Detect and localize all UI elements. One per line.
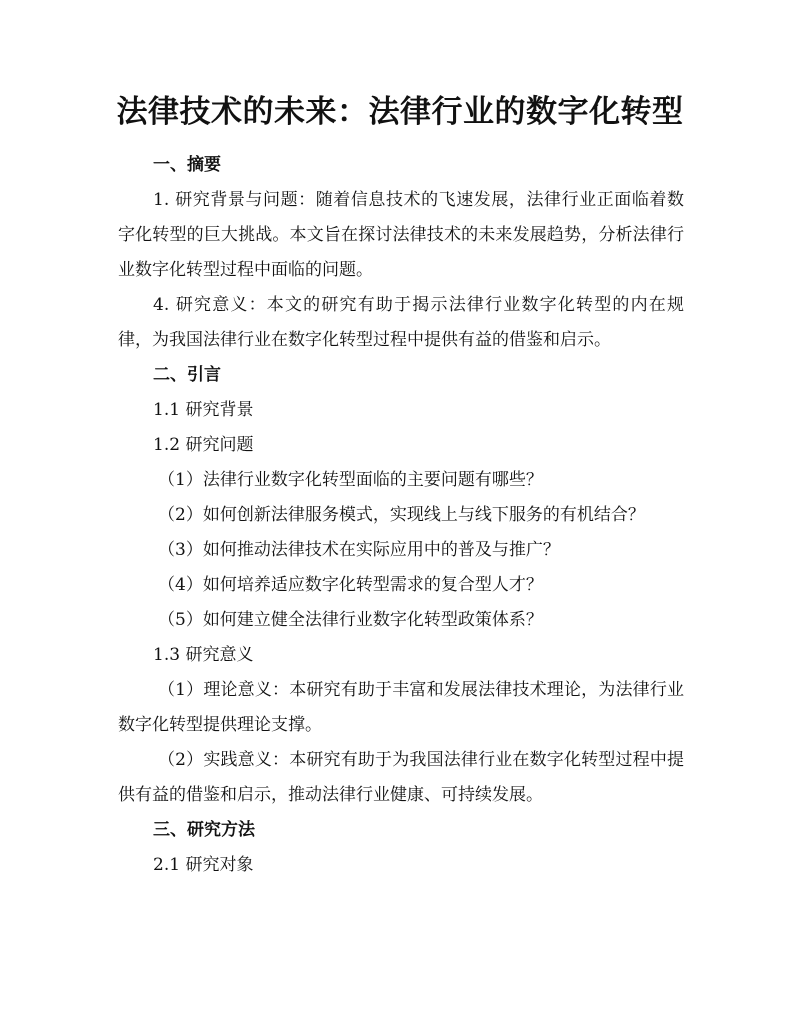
subsection-research-significance: 1.3 研究意义 — [153, 645, 254, 665]
research-question-3: （3）如何推动法律技术在实际应用中的普及与推广？ — [158, 540, 560, 560]
significance-practical: （2）实践意义：本研究有助于为我国法律行业在数字化转型过程中提供有益的借鉴和启示，推动法律行业健康、可持续发展。 — [118, 750, 684, 805]
subsection-research-object: 2.1 研究对象 — [153, 855, 254, 875]
abstract-paragraph-significance: 4. 研究意义：本文的研究有助于揭示法律行业数字化转型的内在规律，为我国法律行业在数字化转型过程中提供有益的借鉴和启示。 — [118, 295, 684, 350]
research-question-1: （1）法律行业数字化转型面临的主要问题有哪些？ — [158, 470, 543, 490]
section-heading-abstract: 一、摘要 — [153, 155, 221, 175]
research-question-4: （4）如何培养适应数字化转型需求的复合型人才？ — [158, 575, 543, 595]
subsection-research-background: 1.1 研究背景 — [153, 400, 254, 420]
research-question-2: （2）如何创新法律服务模式，实现线上与线下服务的有机结合？ — [158, 505, 645, 525]
section-heading-intro: 二、引言 — [153, 365, 221, 385]
document-title: 法律技术的未来：法律行业的数字化转型 — [116, 94, 684, 130]
subsection-research-questions: 1.2 研究问题 — [153, 435, 254, 455]
section-heading-methods: 三、研究方法 — [153, 820, 255, 840]
significance-theoretical: （1）理论意义：本研究有助于丰富和发展法律技术理论，为法律行业数字化转型提供理论支撑。 — [118, 680, 684, 735]
research-question-5: （5）如何建立健全法律行业数字化转型政策体系？ — [158, 610, 543, 630]
document-body — [118, 148, 684, 883]
abstract-paragraph-background: 1. 研究背景与问题：随着信息技术的飞速发展，法律行业正面临着数字化转型的巨大挑战。本文旨在探讨法律技术的未来发展趋势，分析法律行业数字化转型过程中面临的问题。 — [118, 190, 684, 280]
